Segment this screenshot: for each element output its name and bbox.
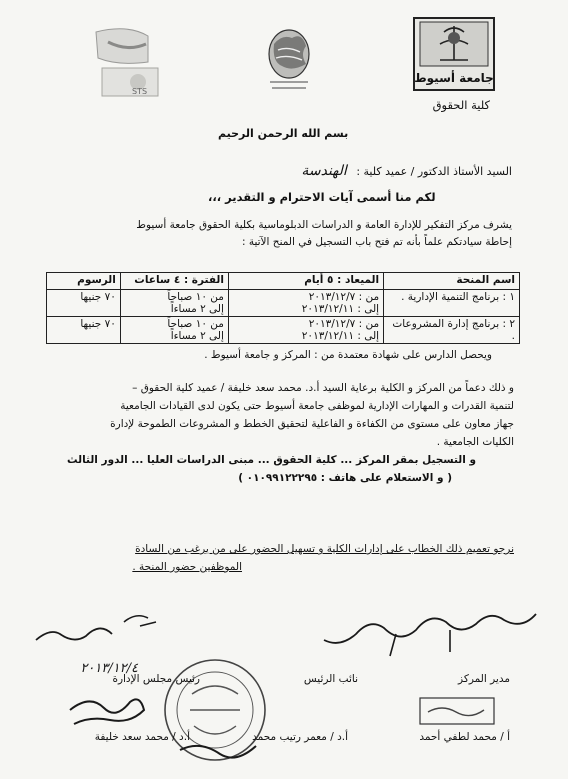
- para2-line-2: لتنمية القدرات و المهارات الإدارية لموظفى جامعة أسيوط حتى يكون لدى القيادات الجامعية: [120, 400, 514, 412]
- row-2-time-to: إلى ٢ مساءاً: [170, 330, 224, 342]
- col-time: الفترة : ٤ ساعات: [120, 273, 228, 290]
- request-line-2: الموظفين حضور المنحة .: [132, 561, 242, 573]
- handwritten-annotation: [300, 600, 548, 660]
- certificate-line: ويحصل الدارس على شهادة معتمدة من : المركز و جامعة أسيوط .: [204, 349, 492, 361]
- addressee-handwritten: الهندسة: [301, 163, 347, 179]
- row-2-fee: ٧٠ جنيها: [47, 317, 121, 344]
- director-name: أ / محمد لطفي أحمد: [419, 731, 510, 743]
- row-1-date-from: من : ٢٠١٣/١٢/٧: [308, 291, 380, 303]
- sts-logo-text: STS: [132, 87, 148, 96]
- chair-title: رئيس مجلس الإدارة: [112, 673, 200, 685]
- brain-logo: [262, 24, 316, 98]
- grants-table: [46, 272, 520, 344]
- table-row: [47, 290, 520, 317]
- table-row: [47, 317, 520, 344]
- director-stamp: [418, 696, 496, 726]
- deputy-title: نائب الرئيس: [303, 673, 358, 685]
- row-2-date-to: إلى : ٢٠١٣/١٢/١١: [301, 330, 380, 342]
- para2-line-1: و ذلك دعماً من المركز و الكلية برعاية السيد أ.د. محمد سعد خليفة / عميد كلية الحقوق –: [132, 382, 514, 394]
- row-2-date: [228, 317, 383, 344]
- row-1-time: [120, 290, 228, 317]
- addressee-prefix: السيد الأستاذ الدكتور / عميد كلية :: [356, 165, 512, 178]
- registration-line: و التسجيل بمقر المركز ... كلية الحقوق ... مبنى الدراسات العليا ... الدور الثالث: [67, 454, 476, 466]
- university-logo-text: جامعة أسيوط: [414, 71, 494, 85]
- row-1-date-to: إلى : ٢٠١٣/١٢/١١: [301, 303, 380, 315]
- row-2-time: [120, 317, 228, 344]
- signature-chair: [60, 690, 150, 730]
- col-date: الميعاد : ٥ أيام: [228, 273, 383, 290]
- table-header-row: [47, 273, 520, 290]
- handwritten-date: ٢٠١٣/١٢/٤: [80, 661, 138, 676]
- chair-name: أ.د / محمد سعد خليفة: [94, 731, 190, 743]
- row-2-name: ٢ : برنامج إدارة المشروعات .: [384, 317, 520, 344]
- assiut-university-logo: [410, 14, 498, 94]
- row-1-time-to: إلى ٢ مساءاً: [170, 303, 224, 315]
- handwritten-note-left: [20, 606, 170, 682]
- col-fee: الرسوم: [47, 273, 121, 290]
- official-stamp: [160, 650, 270, 770]
- phone-line: ( و الاستعلام على هاتف : ٠١٠٩٩١٢٢٢٩٥ ): [238, 472, 452, 484]
- row-2-date-from: من : ٢٠١٣/١٢/٧: [308, 318, 380, 330]
- director-title: مدير المركز: [458, 673, 510, 685]
- basmala: بسم الله الرحمن الرحيم: [218, 127, 349, 140]
- para2-line-4: الكليات الجامعية .: [436, 436, 514, 448]
- faculty-name: كلية الحقوق: [432, 98, 490, 112]
- col-name: اسم المنحة: [384, 273, 520, 290]
- row-1-date: [228, 290, 383, 317]
- row-2-time-from: من ١٠ صباحاً: [167, 318, 224, 330]
- row-1-name: ١ : برنامج التنمية الإدارية .: [384, 290, 520, 317]
- greeting: لكم منا أسمى آيات الاحترام و التقدير ،،،: [208, 190, 436, 204]
- deputy-name: أ.د / معمر رتيب محمد: [252, 731, 348, 743]
- intro-line-1: يشرف مركز التفكير للإدارة العامة و الدراسات الدبلوماسية بكلية الحقوق جامعة أسيوط: [136, 219, 512, 231]
- request-line-1: نرجو تعميم ذلك الخطاب على إدارات الكلية و تسهيل الحضور على من يرغب من السادة: [135, 543, 514, 555]
- sts-logo: [88, 22, 168, 106]
- para2-line-3: جهاز معاون على مستوى من الكفاءة و الفاعلية لتحقيق الخطط و المشروعات الطموحة لإدارة: [110, 418, 514, 430]
- row-1-time-from: من ١٠ صباحاً: [167, 291, 224, 303]
- intro-line-2: إحاطة سيادتكم علماً بأنه تم فتح باب التسجيل في المنح الآتية :: [241, 236, 512, 248]
- row-1-fee: ٧٠ جنيها: [47, 290, 121, 317]
- addressee-line: [301, 164, 512, 179]
